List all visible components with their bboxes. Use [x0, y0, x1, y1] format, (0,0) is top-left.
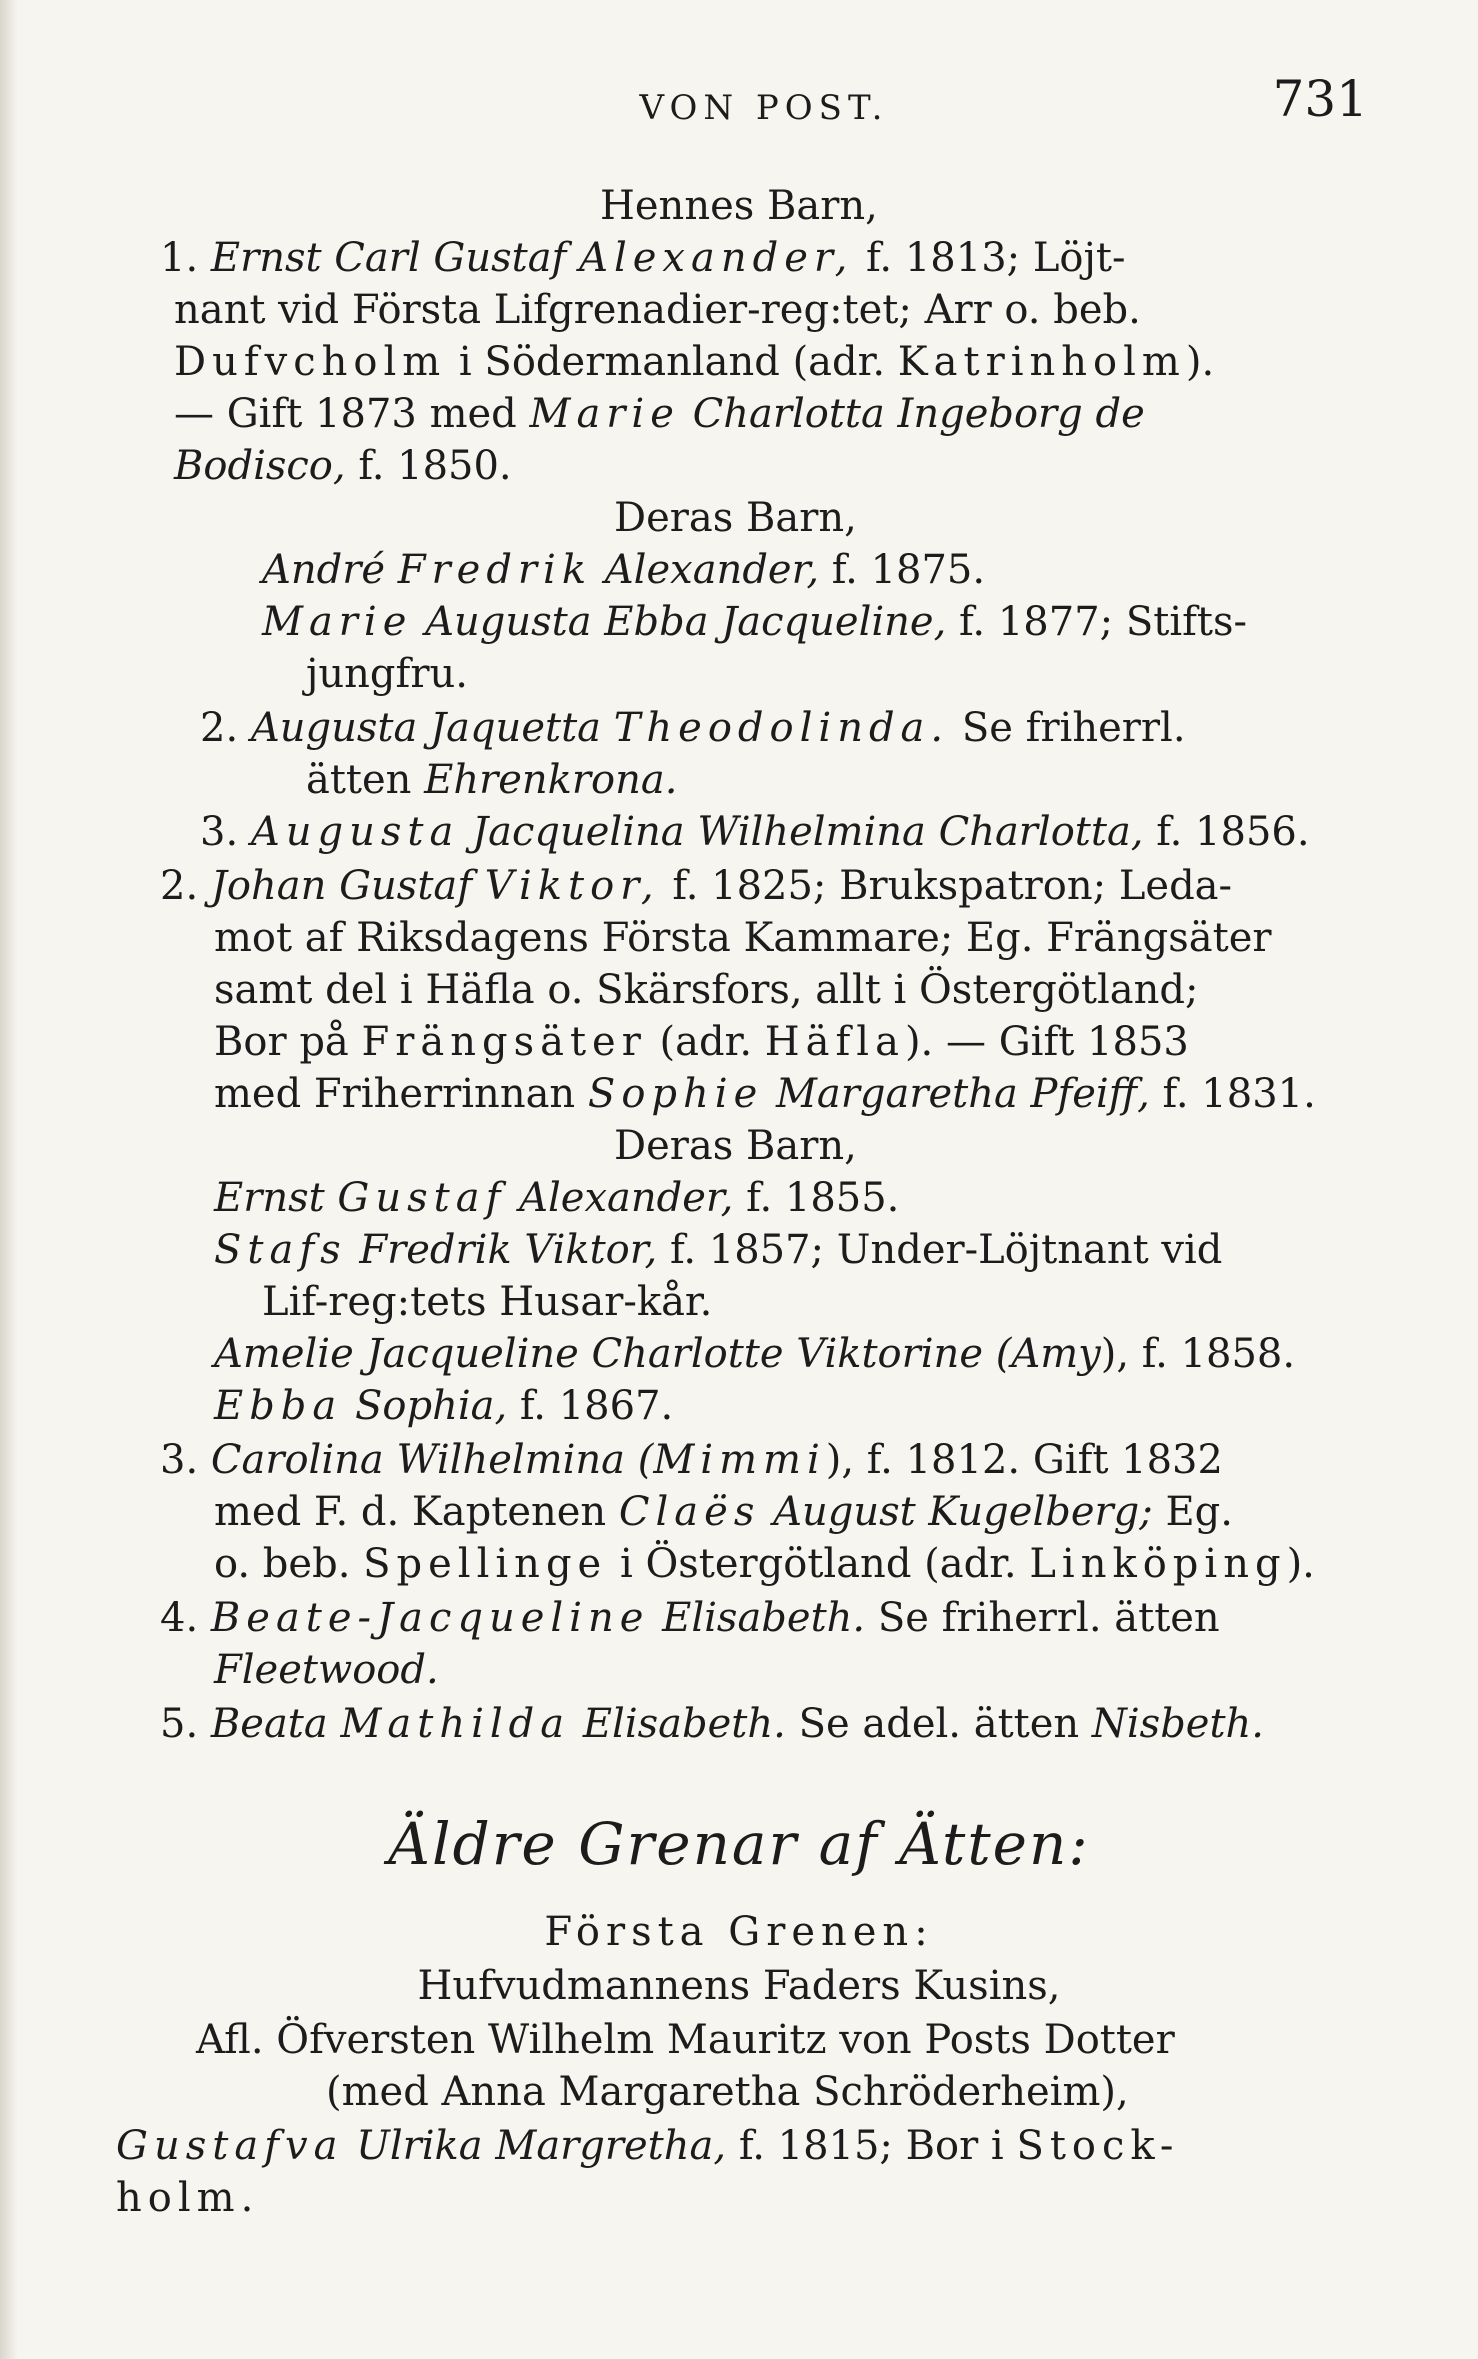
- text-line: med Friherrinnan Sophie Margaretha Pfeiff, f. 1831.: [214, 1071, 1316, 1117]
- text-line: holm.: [116, 2175, 260, 2221]
- text-line: Första Grenen:: [544, 1909, 934, 1955]
- text-line: (med Anna Margaretha Schröderheim),: [326, 2069, 1129, 2115]
- text-line: — Gift 1873 med Marie Charlotta Ingeborg de: [174, 391, 1145, 437]
- running-title: VON POST.: [639, 88, 889, 128]
- text-line: Ernst Gustaf Alexander, f. 1855.: [214, 1175, 900, 1221]
- text-line: Afl. Öfversten Wilhelm Mauritz von Posts Dotter: [196, 2017, 1175, 2063]
- text-line: 3. Augusta Jacquelina Wilhelmina Charlotta, f. 1856.: [200, 809, 1310, 855]
- text-line: med F. d. Kaptenen Claës August Kugelberg; Eg.: [214, 1489, 1233, 1535]
- text-line: Bodisco, f. 1850.: [174, 443, 512, 489]
- text-line: o. beb. Spellinge i Östergötland (adr. Linköping).: [214, 1541, 1315, 1587]
- text-line: 3. Carolina Wilhelmina (Mimmi), f. 1812. Gift 1832: [160, 1437, 1223, 1483]
- text-line: Deras Barn,: [614, 1123, 857, 1169]
- text-line: Lif-reg:tets Husar-kår.: [262, 1279, 713, 1325]
- text-line: Stafs Fredrik Viktor, f. 1857; Under-Löjtnant vid: [214, 1227, 1223, 1273]
- text-line: 2. Augusta Jaquetta Theodolinda. Se friherrl.: [200, 705, 1186, 751]
- text-line: 4. Beate-Jacqueline Elisabeth. Se friherrl. ätten: [160, 1595, 1220, 1641]
- text-line: jungfru.: [306, 651, 468, 697]
- text-line: Deras Barn,: [614, 495, 857, 541]
- text-line: Dufvcholm i Södermanland (adr. Katrinholm).: [174, 339, 1215, 385]
- text-line: Fleetwood.: [214, 1647, 439, 1693]
- section-heading: Äldre Grenar af Ätten:: [388, 1810, 1090, 1878]
- text-line: Gustafva Ulrika Margretha, f. 1815; Bor i Stock-: [116, 2123, 1180, 2169]
- text-line: 2. Johan Gustaf Viktor, f. 1825; Brukspatron; Leda-: [160, 863, 1233, 909]
- text-line: 1. Ernst Carl Gustaf Alexander, f. 1813; Löjt-: [160, 235, 1126, 281]
- text-line: Hufvudmannens Faders Kusins,: [417, 1963, 1061, 2009]
- text-line: samt del i Häfla o. Skärsfors, allt i Östergötland;: [214, 967, 1199, 1013]
- text-line: Bor på Frängsäter (adr. Häfla). — Gift 1853: [214, 1019, 1189, 1065]
- page-header: [160, 70, 1368, 140]
- text-line: nant vid Första Lifgrenadier-reg:tet; Arr o. beb.: [174, 287, 1141, 333]
- text-line: ätten Ehrenkrona.: [306, 757, 678, 803]
- text-line: Hennes Barn,: [600, 183, 878, 229]
- text-line: André Fredrik Alexander, f. 1875.: [262, 547, 986, 593]
- text-line: Ebba Sophia, f. 1867.: [214, 1383, 674, 1429]
- page-number: 731: [1272, 70, 1368, 128]
- text-line: mot af Riksdagens Första Kammare; Eg. Frängsäter: [214, 915, 1272, 961]
- text-line: Marie Augusta Ebba Jacqueline, f. 1877; Stifts-: [262, 599, 1248, 645]
- text-line: Amelie Jacqueline Charlotte Viktorine (Amy), f. 1858.: [214, 1331, 1296, 1377]
- text-line: 5. Beata Mathilda Elisabeth. Se adel. ätten Nisbeth.: [160, 1701, 1265, 1747]
